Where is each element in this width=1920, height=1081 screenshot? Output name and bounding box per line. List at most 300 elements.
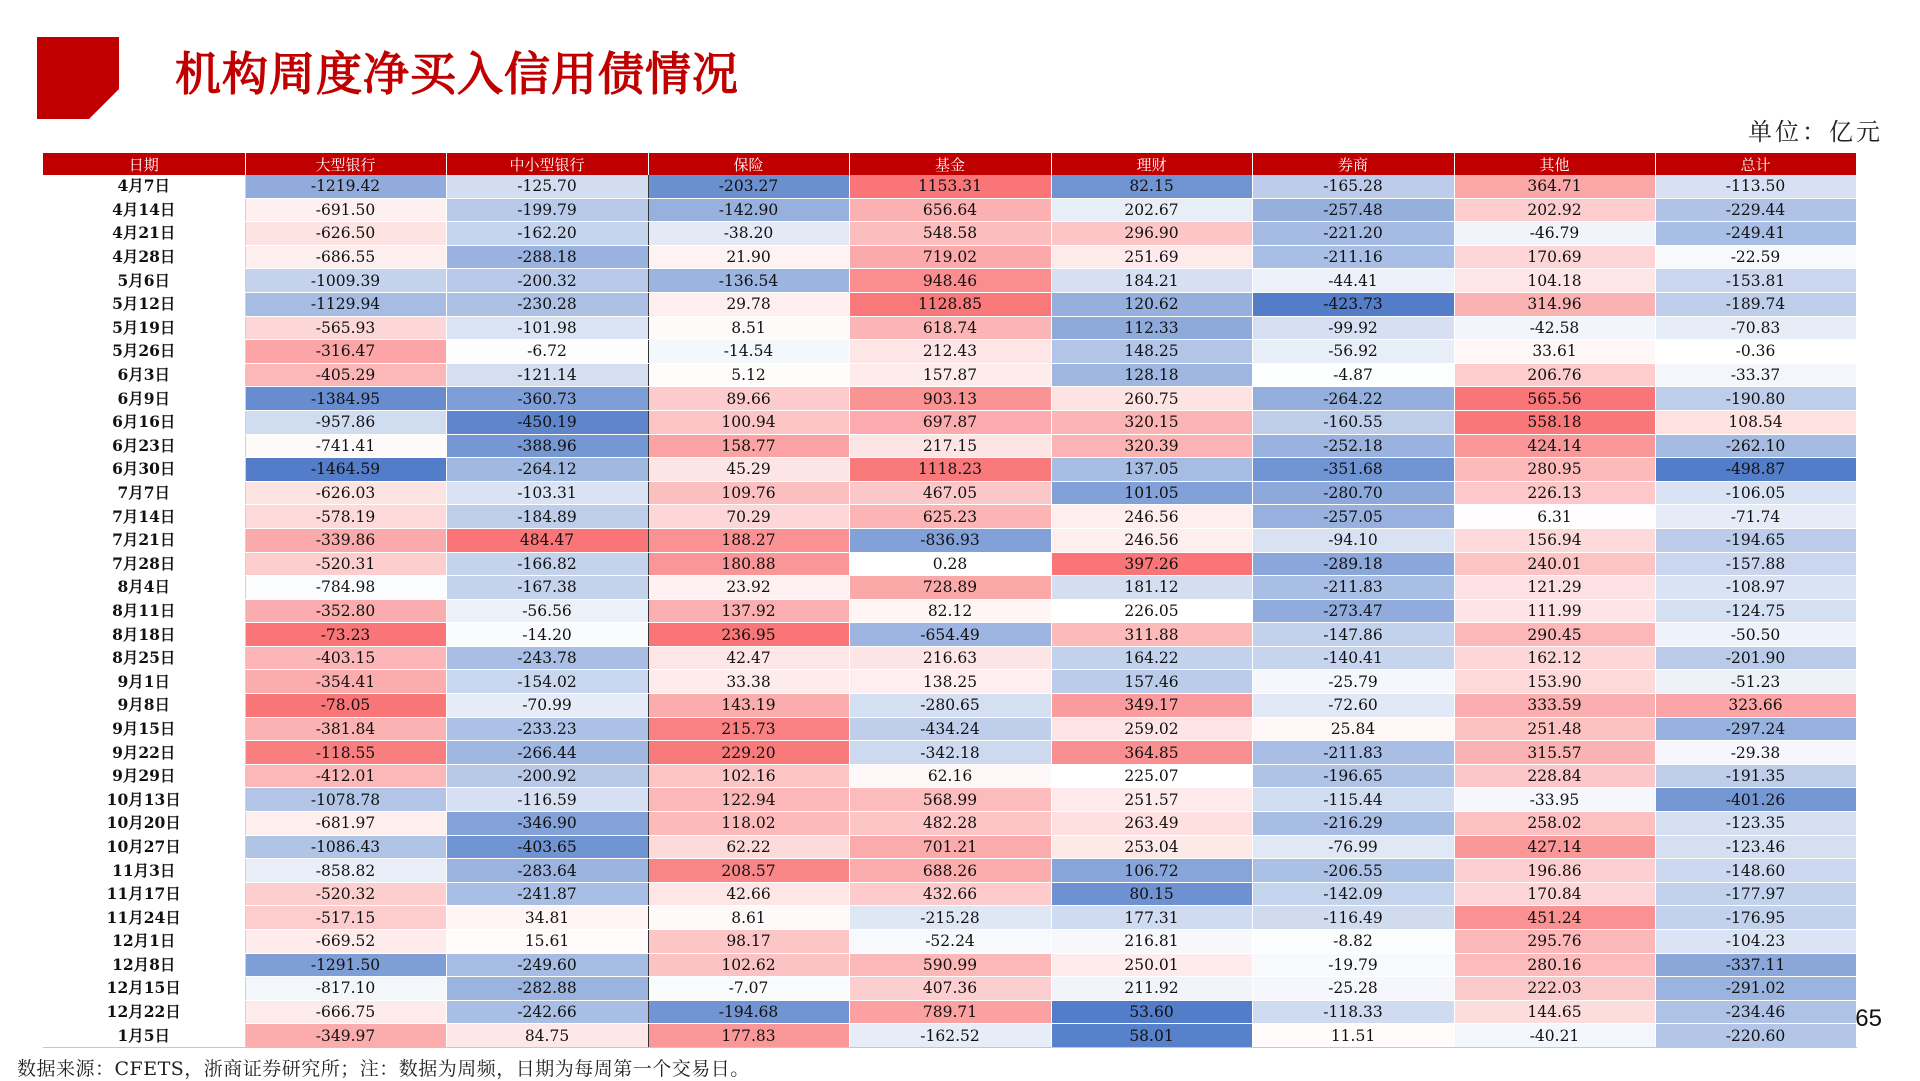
page-title: 机构周度净买入信用债情况 [175, 47, 739, 101]
value-cell-broker: -76.99 [1252, 835, 1454, 859]
value-cell-wealth: 296.90 [1051, 222, 1252, 246]
row-date-cell: 4月7日 [43, 175, 245, 198]
value-cell-wealth: 320.15 [1051, 410, 1252, 434]
value-cell-insurance: -136.54 [648, 269, 849, 293]
value-cell-insurance: 158.77 [648, 434, 849, 458]
value-cell-insurance: 102.62 [648, 953, 849, 977]
value-cell-small-bank: 484.47 [446, 528, 648, 552]
value-cell-insurance: 208.57 [648, 859, 849, 883]
value-cell-insurance: 137.92 [648, 599, 849, 623]
value-cell-other: 280.16 [1454, 953, 1655, 977]
value-cell-broker: -19.79 [1252, 953, 1454, 977]
value-cell-insurance: 188.27 [648, 528, 849, 552]
table-header-row [43, 153, 1856, 175]
value-cell-small-bank: -103.31 [446, 481, 648, 505]
value-cell-insurance: 42.47 [648, 646, 849, 670]
value-cell-insurance: -7.07 [648, 977, 849, 1001]
table-row [43, 670, 1856, 694]
table-row [43, 316, 1856, 340]
value-cell-other: 565.56 [1454, 387, 1655, 411]
table-row [43, 623, 1856, 647]
value-cell-small-bank: 84.75 [446, 1024, 648, 1048]
value-cell-broker: -264.22 [1252, 387, 1454, 411]
row-date-cell: 8月18日 [43, 623, 245, 647]
value-cell-insurance: 70.29 [648, 505, 849, 529]
value-cell-other: 451.24 [1454, 906, 1655, 930]
value-cell-total: -51.23 [1655, 670, 1856, 694]
value-cell-small-bank: -121.14 [446, 363, 648, 387]
value-cell-fund: 719.02 [849, 245, 1051, 269]
value-cell-broker: -273.47 [1252, 599, 1454, 623]
value-cell-insurance: 109.76 [648, 481, 849, 505]
value-cell-fund: 656.64 [849, 198, 1051, 222]
value-cell-wealth: 177.31 [1051, 906, 1252, 930]
value-cell-large-bank: -520.31 [245, 552, 446, 576]
value-cell-large-bank: -73.23 [245, 623, 446, 647]
value-cell-total: -70.83 [1655, 316, 1856, 340]
row-date-cell: 9月29日 [43, 764, 245, 788]
table-row [43, 292, 1856, 316]
value-cell-other: 315.57 [1454, 741, 1655, 765]
value-cell-broker: -211.16 [1252, 245, 1454, 269]
value-cell-wealth: 106.72 [1051, 859, 1252, 883]
value-cell-large-bank: -520.32 [245, 882, 446, 906]
value-cell-other: 251.48 [1454, 717, 1655, 741]
value-cell-large-bank: -78.05 [245, 694, 446, 718]
value-cell-other: 427.14 [1454, 835, 1655, 859]
value-cell-wealth: 251.69 [1051, 245, 1252, 269]
value-cell-total: -201.90 [1655, 646, 1856, 670]
value-cell-fund: 701.21 [849, 835, 1051, 859]
value-cell-wealth: 397.26 [1051, 552, 1252, 576]
row-date-cell: 5月26日 [43, 340, 245, 364]
value-cell-broker: -56.92 [1252, 340, 1454, 364]
value-cell-broker: -115.44 [1252, 788, 1454, 812]
value-cell-broker: -252.18 [1252, 434, 1454, 458]
value-cell-insurance: -194.68 [648, 1000, 849, 1024]
row-date-cell: 7月21日 [43, 528, 245, 552]
value-cell-insurance: 143.19 [648, 694, 849, 718]
value-cell-insurance: 62.22 [648, 835, 849, 859]
table-row [43, 764, 1856, 788]
value-cell-total: -220.60 [1655, 1024, 1856, 1048]
value-cell-other: 258.02 [1454, 812, 1655, 836]
value-cell-wealth: 80.15 [1051, 882, 1252, 906]
value-cell-total: -176.95 [1655, 906, 1856, 930]
table-row [43, 175, 1856, 198]
row-date-cell: 6月23日 [43, 434, 245, 458]
value-cell-other: 111.99 [1454, 599, 1655, 623]
value-cell-wealth: 211.92 [1051, 977, 1252, 1001]
value-cell-fund: 618.74 [849, 316, 1051, 340]
value-cell-broker: -211.83 [1252, 741, 1454, 765]
value-cell-other: 314.96 [1454, 292, 1655, 316]
value-cell-large-bank: -681.97 [245, 812, 446, 836]
value-cell-large-bank: -405.29 [245, 363, 446, 387]
value-cell-fund: 217.15 [849, 434, 1051, 458]
value-cell-fund: 157.87 [849, 363, 1051, 387]
value-cell-broker: -165.28 [1252, 175, 1454, 198]
value-cell-fund: 903.13 [849, 387, 1051, 411]
value-cell-small-bank: -264.12 [446, 458, 648, 482]
value-cell-wealth: 250.01 [1051, 953, 1252, 977]
value-cell-small-bank: -266.44 [446, 741, 648, 765]
value-cell-broker: -142.09 [1252, 882, 1454, 906]
value-cell-small-bank: -346.90 [446, 812, 648, 836]
row-date-cell: 5月6日 [43, 269, 245, 293]
value-cell-other: 333.59 [1454, 694, 1655, 718]
value-cell-other: -40.21 [1454, 1024, 1655, 1048]
value-cell-small-bank: -56.56 [446, 599, 648, 623]
row-date-cell: 6月30日 [43, 458, 245, 482]
value-cell-total: -337.11 [1655, 953, 1856, 977]
value-cell-broker: -206.55 [1252, 859, 1454, 883]
value-cell-insurance: 100.94 [648, 410, 849, 434]
value-cell-broker: -211.83 [1252, 576, 1454, 600]
value-cell-small-bank: -403.65 [446, 835, 648, 859]
value-cell-insurance: 215.73 [648, 717, 849, 741]
table-row [43, 1000, 1856, 1024]
value-cell-other: 33.61 [1454, 340, 1655, 364]
value-cell-broker: -257.48 [1252, 198, 1454, 222]
value-cell-total: -262.10 [1655, 434, 1856, 458]
value-cell-fund: -215.28 [849, 906, 1051, 930]
value-cell-wealth: 259.02 [1051, 717, 1252, 741]
value-cell-large-bank: -626.03 [245, 481, 446, 505]
value-cell-other: 153.90 [1454, 670, 1655, 694]
value-cell-total: -123.35 [1655, 812, 1856, 836]
value-cell-wealth: 148.25 [1051, 340, 1252, 364]
value-cell-wealth: 251.57 [1051, 788, 1252, 812]
value-cell-fund: -52.24 [849, 930, 1051, 954]
heatmap-table [43, 153, 1857, 1048]
value-cell-large-bank: -669.52 [245, 930, 446, 954]
value-cell-broker: -72.60 [1252, 694, 1454, 718]
value-cell-other: -33.95 [1454, 788, 1655, 812]
column-header-large-bank: 大型银行 [245, 153, 446, 175]
table-row [43, 245, 1856, 269]
row-date-cell: 10月27日 [43, 835, 245, 859]
row-date-cell: 9月8日 [43, 694, 245, 718]
value-cell-wealth: 311.88 [1051, 623, 1252, 647]
table-row [43, 458, 1856, 482]
value-cell-total: -148.60 [1655, 859, 1856, 883]
row-date-cell: 5月12日 [43, 292, 245, 316]
value-cell-broker: -25.79 [1252, 670, 1454, 694]
value-cell-fund: 432.66 [849, 882, 1051, 906]
row-date-cell: 12月8日 [43, 953, 245, 977]
value-cell-fund: -836.93 [849, 528, 1051, 552]
value-cell-small-bank: -249.60 [446, 953, 648, 977]
value-cell-fund: 548.58 [849, 222, 1051, 246]
value-cell-wealth: 164.22 [1051, 646, 1252, 670]
value-cell-large-bank: -578.19 [245, 505, 446, 529]
value-cell-small-bank: -241.87 [446, 882, 648, 906]
value-cell-broker: -216.29 [1252, 812, 1454, 836]
value-cell-other: 121.29 [1454, 576, 1655, 600]
value-cell-wealth: 320.39 [1051, 434, 1252, 458]
value-cell-insurance: 8.61 [648, 906, 849, 930]
value-cell-fund: -654.49 [849, 623, 1051, 647]
value-cell-wealth: 137.05 [1051, 458, 1252, 482]
row-date-cell: 9月15日 [43, 717, 245, 741]
row-date-cell: 8月11日 [43, 599, 245, 623]
row-date-cell: 6月3日 [43, 363, 245, 387]
value-cell-wealth: 82.15 [1051, 175, 1252, 198]
table-row [43, 882, 1856, 906]
source-note: 数据来源：CFETS，浙商证券研究所；注：数据为周频，日期为每周第一个交易日。 [17, 1058, 750, 1080]
table-row [43, 410, 1856, 434]
value-cell-large-bank: -381.84 [245, 717, 446, 741]
value-cell-small-bank: -450.19 [446, 410, 648, 434]
value-cell-total: -249.41 [1655, 222, 1856, 246]
value-cell-insurance: 29.78 [648, 292, 849, 316]
value-cell-broker: -289.18 [1252, 552, 1454, 576]
value-cell-total: -0.36 [1655, 340, 1856, 364]
value-cell-broker: -44.41 [1252, 269, 1454, 293]
value-cell-large-bank: -741.41 [245, 434, 446, 458]
value-cell-other: 558.18 [1454, 410, 1655, 434]
value-cell-other: 295.76 [1454, 930, 1655, 954]
value-cell-small-bank: -162.20 [446, 222, 648, 246]
value-cell-total: -189.74 [1655, 292, 1856, 316]
value-cell-total: -498.87 [1655, 458, 1856, 482]
unit-label: 单位：亿元 [1748, 118, 1883, 146]
value-cell-other: 206.76 [1454, 363, 1655, 387]
value-cell-wealth: 53.60 [1051, 1000, 1252, 1024]
value-cell-total: -108.97 [1655, 576, 1856, 600]
column-header-insurance: 保险 [648, 153, 849, 175]
table-row [43, 953, 1856, 977]
row-date-cell: 12月22日 [43, 1000, 245, 1024]
value-cell-large-bank: -1291.50 [245, 953, 446, 977]
value-cell-total: -401.26 [1655, 788, 1856, 812]
value-cell-insurance: -142.90 [648, 198, 849, 222]
row-date-cell: 11月17日 [43, 882, 245, 906]
column-header-wealth: 理财 [1051, 153, 1252, 175]
value-cell-broker: 11.51 [1252, 1024, 1454, 1048]
value-cell-large-bank: -686.55 [245, 245, 446, 269]
row-date-cell: 9月1日 [43, 670, 245, 694]
value-cell-wealth: 246.56 [1051, 528, 1252, 552]
value-cell-other: 162.12 [1454, 646, 1655, 670]
column-header-total: 总计 [1655, 153, 1856, 175]
title-corner-shape [37, 37, 119, 119]
table-row [43, 434, 1856, 458]
value-cell-broker: -221.20 [1252, 222, 1454, 246]
value-cell-broker: -8.82 [1252, 930, 1454, 954]
table-row [43, 717, 1856, 741]
value-cell-wealth: 253.04 [1051, 835, 1252, 859]
value-cell-large-bank: -784.98 [245, 576, 446, 600]
value-cell-large-bank: -517.15 [245, 906, 446, 930]
table-row [43, 741, 1856, 765]
value-cell-wealth: 128.18 [1051, 363, 1252, 387]
value-cell-broker: -140.41 [1252, 646, 1454, 670]
value-cell-other: 144.65 [1454, 1000, 1655, 1024]
row-date-cell: 4月21日 [43, 222, 245, 246]
row-date-cell: 4月28日 [43, 245, 245, 269]
row-date-cell: 6月9日 [43, 387, 245, 411]
value-cell-wealth: 246.56 [1051, 505, 1252, 529]
value-cell-total: -234.46 [1655, 1000, 1856, 1024]
value-cell-small-bank: -166.82 [446, 552, 648, 576]
value-cell-wealth: 120.62 [1051, 292, 1252, 316]
value-cell-total: -191.35 [1655, 764, 1856, 788]
row-date-cell: 7月28日 [43, 552, 245, 576]
row-date-cell: 6月16日 [43, 410, 245, 434]
value-cell-large-bank: -349.97 [245, 1024, 446, 1048]
row-date-cell: 10月20日 [43, 812, 245, 836]
value-cell-large-bank: -1078.78 [245, 788, 446, 812]
value-cell-large-bank: -339.86 [245, 528, 446, 552]
row-date-cell: 8月4日 [43, 576, 245, 600]
value-cell-other: 228.84 [1454, 764, 1655, 788]
value-cell-broker: -257.05 [1252, 505, 1454, 529]
table-row [43, 599, 1856, 623]
value-cell-insurance: 177.83 [648, 1024, 849, 1048]
value-cell-insurance: -38.20 [648, 222, 849, 246]
value-cell-insurance: 122.94 [648, 788, 849, 812]
value-cell-other: 280.95 [1454, 458, 1655, 482]
value-cell-small-bank: -243.78 [446, 646, 648, 670]
value-cell-large-bank: -412.01 [245, 764, 446, 788]
value-cell-fund: -434.24 [849, 717, 1051, 741]
value-cell-insurance: 45.29 [648, 458, 849, 482]
value-cell-wealth: 349.17 [1051, 694, 1252, 718]
value-cell-large-bank: -957.86 [245, 410, 446, 434]
value-cell-broker: -99.92 [1252, 316, 1454, 340]
value-cell-wealth: 225.07 [1051, 764, 1252, 788]
value-cell-fund: 407.36 [849, 977, 1051, 1001]
value-cell-other: 6.31 [1454, 505, 1655, 529]
table-row [43, 505, 1856, 529]
value-cell-small-bank: -116.59 [446, 788, 648, 812]
value-cell-total: -29.38 [1655, 741, 1856, 765]
value-cell-fund: 82.12 [849, 599, 1051, 623]
value-cell-other: 170.69 [1454, 245, 1655, 269]
row-date-cell: 4月14日 [43, 198, 245, 222]
value-cell-broker: -280.70 [1252, 481, 1454, 505]
value-cell-large-bank: -403.15 [245, 646, 446, 670]
value-cell-insurance: 102.16 [648, 764, 849, 788]
value-cell-wealth: 260.75 [1051, 387, 1252, 411]
value-cell-insurance: 33.38 [648, 670, 849, 694]
value-cell-broker: -118.33 [1252, 1000, 1454, 1024]
value-cell-other: 290.45 [1454, 623, 1655, 647]
value-cell-large-bank: -626.50 [245, 222, 446, 246]
table-row [43, 788, 1856, 812]
value-cell-fund: 590.99 [849, 953, 1051, 977]
table-row [43, 387, 1856, 411]
table-row [43, 340, 1856, 364]
table-row [43, 1024, 1856, 1048]
value-cell-large-bank: -1009.39 [245, 269, 446, 293]
value-cell-insurance: 236.95 [648, 623, 849, 647]
value-cell-large-bank: -565.93 [245, 316, 446, 340]
value-cell-total: -106.05 [1655, 481, 1856, 505]
value-cell-total: -22.59 [1655, 245, 1856, 269]
table-row [43, 269, 1856, 293]
value-cell-total: -71.74 [1655, 505, 1856, 529]
value-cell-large-bank: -352.80 [245, 599, 446, 623]
value-cell-broker: -116.49 [1252, 906, 1454, 930]
table-row [43, 835, 1856, 859]
value-cell-total: -153.81 [1655, 269, 1856, 293]
table-row [43, 363, 1856, 387]
value-cell-large-bank: -1129.94 [245, 292, 446, 316]
value-cell-other: 156.94 [1454, 528, 1655, 552]
value-cell-insurance: -203.27 [648, 175, 849, 198]
table-row [43, 812, 1856, 836]
value-cell-wealth: 157.46 [1051, 670, 1252, 694]
value-cell-small-bank: -388.96 [446, 434, 648, 458]
value-cell-broker: -351.68 [1252, 458, 1454, 482]
value-cell-wealth: 216.81 [1051, 930, 1252, 954]
value-cell-insurance: 8.51 [648, 316, 849, 340]
value-cell-insurance: 21.90 [648, 245, 849, 269]
value-cell-fund: -280.65 [849, 694, 1051, 718]
value-cell-wealth: 181.12 [1051, 576, 1252, 600]
column-header-other: 其他 [1454, 153, 1655, 175]
row-date-cell: 7月7日 [43, 481, 245, 505]
value-cell-small-bank: -101.98 [446, 316, 648, 340]
value-cell-fund: 1128.85 [849, 292, 1051, 316]
row-date-cell: 11月3日 [43, 859, 245, 883]
row-date-cell: 9月22日 [43, 741, 245, 765]
value-cell-small-bank: -200.92 [446, 764, 648, 788]
value-cell-fund: 568.99 [849, 788, 1051, 812]
value-cell-broker: -160.55 [1252, 410, 1454, 434]
value-cell-insurance: 5.12 [648, 363, 849, 387]
value-cell-wealth: 184.21 [1051, 269, 1252, 293]
value-cell-insurance: 89.66 [648, 387, 849, 411]
value-cell-large-bank: -1384.95 [245, 387, 446, 411]
value-cell-broker: -196.65 [1252, 764, 1454, 788]
value-cell-fund: -342.18 [849, 741, 1051, 765]
value-cell-large-bank: -1464.59 [245, 458, 446, 482]
value-cell-wealth: 263.49 [1051, 812, 1252, 836]
value-cell-small-bank: -242.66 [446, 1000, 648, 1024]
value-cell-large-bank: -666.75 [245, 1000, 446, 1024]
value-cell-large-bank: -354.41 [245, 670, 446, 694]
value-cell-fund: 467.05 [849, 481, 1051, 505]
value-cell-insurance: 42.66 [648, 882, 849, 906]
table-row [43, 646, 1856, 670]
table-row [43, 859, 1856, 883]
row-date-cell: 5月19日 [43, 316, 245, 340]
value-cell-small-bank: -360.73 [446, 387, 648, 411]
row-date-cell: 12月15日 [43, 977, 245, 1001]
value-cell-fund: 138.25 [849, 670, 1051, 694]
value-cell-large-bank: -118.55 [245, 741, 446, 765]
value-cell-other: 226.13 [1454, 481, 1655, 505]
value-cell-wealth: 112.33 [1051, 316, 1252, 340]
value-cell-insurance: 23.92 [648, 576, 849, 600]
value-cell-total: -194.65 [1655, 528, 1856, 552]
value-cell-wealth: 202.67 [1051, 198, 1252, 222]
value-cell-total: -113.50 [1655, 175, 1856, 198]
table-row [43, 481, 1856, 505]
value-cell-large-bank: -316.47 [245, 340, 446, 364]
value-cell-fund: 948.46 [849, 269, 1051, 293]
table-row [43, 198, 1856, 222]
value-cell-fund: 1118.23 [849, 458, 1051, 482]
row-date-cell: 7月14日 [43, 505, 245, 529]
value-cell-small-bank: -125.70 [446, 175, 648, 198]
value-cell-small-bank: 34.81 [446, 906, 648, 930]
value-cell-small-bank: -288.18 [446, 245, 648, 269]
